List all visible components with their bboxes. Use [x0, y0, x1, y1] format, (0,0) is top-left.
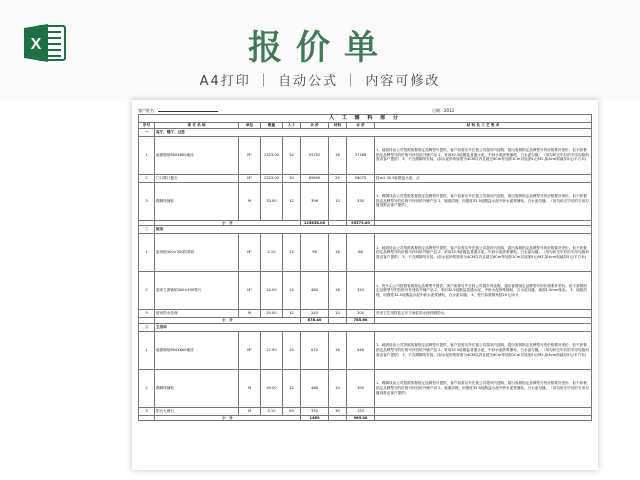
item-labor-total: 396 [301, 182, 329, 220]
item-material-total: 200 [347, 310, 375, 318]
row-number: 1 [139, 331, 155, 369]
item-material: 10 [329, 369, 347, 407]
table-row [139, 182, 592, 220]
item-unit: M² [239, 174, 261, 182]
item-unit: M² [239, 331, 261, 369]
column-header: 单位 [239, 123, 261, 129]
row-number: 2 [139, 174, 155, 182]
item-labor-total: 55752 [301, 136, 329, 174]
item-unit: M [239, 310, 261, 318]
item-description: 1、踢脚线由公司按照客餐指定品牌型号提供，客户如需另外在我公司超市内选购，超出客餐指定品牌型号的价格要补差价。但不套餐指定品牌型号的价格可补回给外铺产品 2、墙面清理，用强度32.5硅酸盐水泥中砂水泥浆铺贴，白水泥勾缝。（用勾砖完毕后的专用勾缝剂需由客户提供） [375, 369, 592, 407]
subtotal-labor: 125838.00 [301, 220, 329, 226]
item-material-total: 390 [347, 369, 375, 407]
item-quantity: 20.00 [261, 272, 283, 310]
row-number: 2 [139, 369, 155, 407]
item-material: 16 [329, 331, 347, 369]
column-header: 材 料 及 工 艺 要 求 [375, 123, 592, 129]
item-unit: M [239, 407, 261, 415]
item-material-total: 446 [347, 331, 375, 369]
subtotal-labor: 1469 [301, 415, 329, 421]
subtotal-material: 95573.00 [347, 220, 375, 226]
item-labor: 65 [283, 407, 301, 415]
row-number: 3 [139, 182, 155, 220]
item-material-total: 66 [347, 234, 375, 272]
item-name: 厨房防水处理 [155, 310, 239, 318]
subtotal-spacer [139, 415, 155, 421]
item-material: 16 [329, 272, 347, 310]
table-row [139, 234, 592, 272]
subtotal-row [139, 415, 592, 421]
customer-label: 客户姓名： [138, 108, 218, 114]
row-number: 3 [139, 407, 155, 415]
item-labor: 24 [283, 136, 301, 174]
category-number: 二 [139, 226, 155, 234]
item-unit: M² [239, 234, 261, 272]
item-quantity: 39.00 [261, 369, 283, 407]
category-row [139, 128, 592, 136]
category-name: 卫浴间 [155, 323, 592, 331]
row-number: 2 [139, 272, 155, 310]
item-name: 踢脚线铺贴 [155, 182, 239, 220]
item-labor-total: 468 [301, 369, 329, 407]
category-number: 一 [139, 128, 155, 136]
item-labor-total: 670 [301, 331, 329, 369]
item-description: 1、瓷片由公司按照客餐指定品牌型号提供，客户如需另外在我公司超市内选购，超出客餐指定品牌型号的价格要补差价。但不套餐指定品牌型号的价格可补回给外铺产品 2、采用32.5硅酸盐普通水泥，中砂水泥砂浆铺贴，白水泥勾缝，墙面1.5mm抹灰。 3、墙面清理，用强度32.5硅酸盐水泥中砂水泥浆铺贴，白水泥勾缝。 4、瓷片如需倒角按20元/米计 [375, 272, 592, 310]
spreadsheet-preview [132, 100, 598, 470]
item-labor: 30 [283, 174, 301, 182]
subtotal-material: 989.40 [347, 415, 375, 421]
item-material-total: 153 [347, 407, 375, 415]
item-quantity: 4.10 [261, 234, 283, 272]
row-number: 1 [139, 234, 155, 272]
category-name: 厨房 [155, 226, 592, 234]
table-row [139, 407, 592, 415]
item-labor: 24 [283, 272, 301, 310]
column-header: 合 价 [301, 123, 329, 129]
category-row [139, 323, 592, 331]
item-quantity: 20.00 [261, 310, 283, 318]
column-header: 项 目 名 称 [155, 123, 239, 129]
table-row [139, 310, 592, 318]
item-quantity: 33.00 [261, 182, 283, 220]
item-labor-total: 480 [301, 272, 329, 310]
item-quantity: 27.90 [261, 331, 283, 369]
column-header: 数量 [261, 123, 283, 129]
category-number: 三 [139, 323, 155, 331]
category-name: 客厅、餐厅、过道 [155, 128, 592, 136]
item-name: 厨房地300×300防滑砖 [155, 234, 239, 272]
item-unit: M² [239, 136, 261, 174]
item-name: 踢脚线铺贴 [155, 369, 239, 407]
page-subtitle: A4打印 ｜ 自动公式 ｜ 内容可修改 [199, 74, 441, 89]
item-description: 1、地面砖由公司按照客餐指定品牌型号提供，客户如需另外在我公司超市内选购，超出客餐指定品牌型号的价格要补差价。但不套餐指定品牌型号的价格可补回给外铺产品 2、采用32.5硅酸盐普通水泥，中砂水泥砂浆铺贴，白水泥勾缝。（用勾砖完毕后的专用勾缝剂需由客户提供） 3、不含踢脚线安装。(如水泥砂浆厚度为4CM以内且超过6Cm每加厚1Cm另加加5元/M2,如4cm则减扣5元/平方米) [375, 331, 592, 369]
item-material: 30 [329, 407, 347, 415]
item-material: 16 [329, 234, 347, 272]
row-number: 3 [139, 310, 155, 318]
table-row [139, 369, 592, 407]
item-material-total: 330 [347, 182, 375, 220]
item-material-total: 37168 [347, 136, 375, 174]
item-description: 采用卫生用料蓝五东方雨虹防水涂料刷防水。 [375, 310, 592, 318]
item-labor: 12 [283, 310, 301, 318]
column-header: 合 价 [347, 123, 375, 129]
item-name: 门口踢门槛石 [155, 174, 239, 182]
item-quantity: 2323.00 [261, 136, 283, 174]
item-description: 1、踢脚线由公司按照客餐指定品牌型号提供，客户如需另外在我公司超市内选购，超出客餐指定品牌型号的价格要补差价。但不套餐指定品牌型号的价格可补回给外铺产品 2、墙面清理，用强度32.5硅酸盐水泥中砂水泥浆铺贴，白水泥勾缝。（用勾砖完毕后的专用勾缝剂需由客户提供） [375, 182, 592, 220]
date-label: 日期：2013 [432, 108, 455, 113]
section-title: 人 工 辅 料 部 分 [139, 115, 592, 123]
quote-table [138, 114, 592, 421]
item-material-total: 58075 [347, 174, 375, 182]
item-material: 16 [329, 136, 347, 174]
subtotal-label: 小 计 [155, 220, 301, 226]
item-unit: M [239, 182, 261, 220]
item-name: 地面铺贴800X800地砖 [155, 136, 239, 174]
column-header: 人工 [283, 123, 301, 129]
item-labor: 12 [283, 182, 301, 220]
item-labor-total: 98 [301, 234, 329, 272]
item-labor: 12 [283, 369, 301, 407]
item-material: 10 [329, 182, 347, 220]
column-header: 序号 [139, 123, 155, 129]
item-labor: 24 [283, 234, 301, 272]
subtotal-labor: 878.40 [301, 318, 329, 324]
item-name: 阳台大理石 [155, 407, 239, 415]
category-row [139, 226, 592, 234]
item-unit: M [239, 369, 261, 407]
item-description [375, 407, 592, 415]
subtotal-material: 785.60 [347, 318, 375, 324]
row-number: 1 [139, 136, 155, 174]
item-unit: M² [239, 272, 261, 310]
table-row [139, 331, 592, 369]
item-description: 1、地面砖由公司按照客餐指定品牌型号提供，客户如需另外在我公司超市内选购，超出客餐指定品牌型号的价格要补差价。但不套餐指定品牌型号的价格可补回给外铺产品 2、采用32.5硅酸盐普通水泥，中砂水泥砂浆铺贴，白水泥勾缝。（用勾砖完毕后的专用勾缝剂需由客户提供） 3、不含踢脚线安装。(如水泥砂浆厚度为4CM以内且超过6Cm每加厚1Cm另加加5元/M2,如4cm则减扣5元/平方米) [375, 234, 592, 272]
subtotal-spacer [329, 415, 347, 421]
item-description: 1、地面砖由公司按照客餐指定品牌型号提供，客户如需另外在我公司超市内选购，超出客餐指定品牌型号的价格要补差价。但不套餐指定品牌型号的价格可补回给外铺产品 2、采用32.5硅酸盐普通水泥，中砂水泥砂浆铺贴，白水泥勾缝。（用勾砖完毕后的专用勾缝剂需由客户提供） 3、不含踢脚线安装。(如水泥砂浆厚度为4CM以内且超过6Cm每加厚1Cm另加加5元/M2,如4cm则减扣5元/平方米) [375, 136, 592, 174]
item-name: 厨房立面铺贴300×450瓷片 [155, 272, 239, 310]
item-labor-total: 69690 [301, 174, 329, 182]
item-material: 10 [329, 310, 347, 318]
item-labor-total: 240 [301, 310, 329, 318]
svg-text:X: X [30, 36, 42, 53]
item-material: 25 [329, 174, 347, 182]
subtotal-label: 小 计 [155, 415, 301, 421]
column-header: 材料 [329, 123, 347, 129]
subtotal-label: 小 计 [155, 318, 301, 324]
subtotal-spacer [375, 415, 592, 421]
table-row [139, 272, 592, 310]
item-labor: 24 [283, 331, 301, 369]
item-quantity: 5.10 [261, 407, 283, 415]
table-row [139, 174, 592, 182]
item-material-total: 320 [347, 272, 375, 310]
item-quantity: 2323.00 [261, 174, 283, 182]
section-title-row [139, 115, 592, 123]
item-name: 地面铺贴600X600地砖 [155, 331, 239, 369]
page-title: 报价单 [248, 28, 392, 68]
table-row [139, 136, 592, 174]
item-labor-total: 332 [301, 407, 329, 415]
item-description: 按m2 32.5硅酸盐水泥，沙 [375, 174, 592, 182]
